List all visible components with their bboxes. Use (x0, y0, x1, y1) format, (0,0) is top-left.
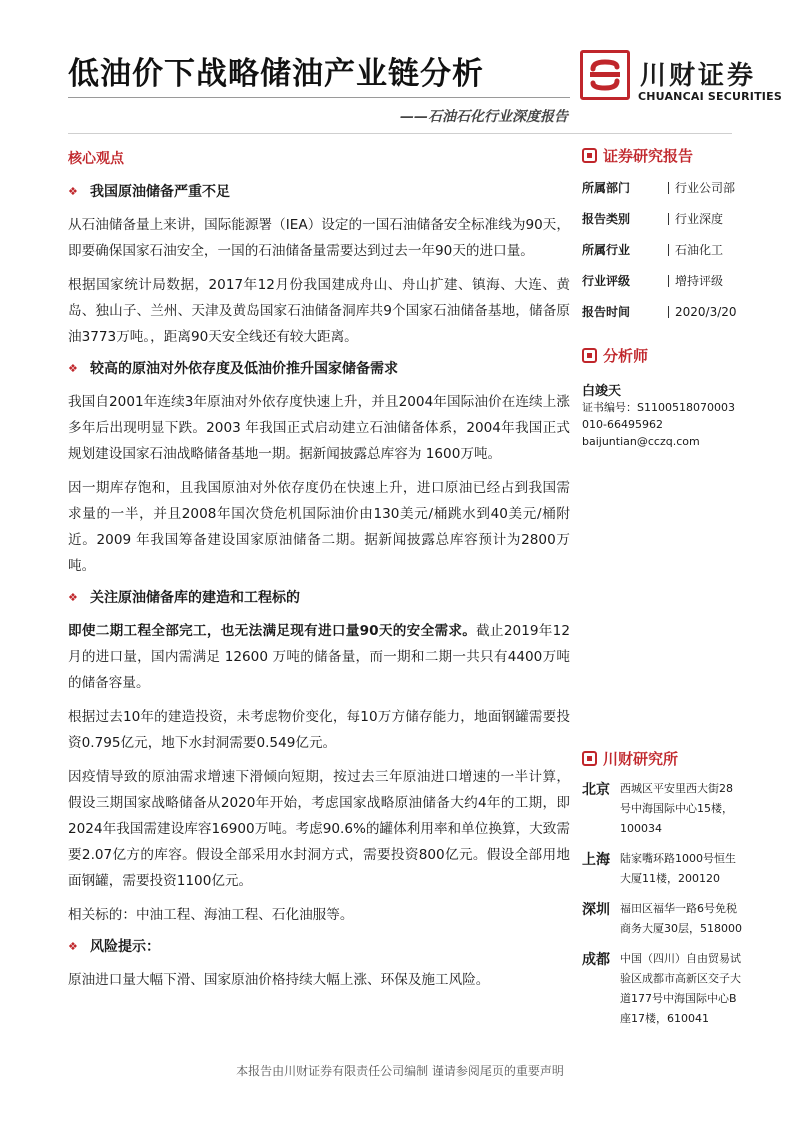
paragraph-text: 相关标的：中油工程、海油工程、石化油服等。 (68, 907, 354, 923)
paragraph-text: 因一期库存饱和，且我国原油对外依存度仍在快速上升，进口原油已经占到我国需求量的一半，并且2008年国次贷危机国际油价由130美元/桶跳水到40美元/桶附近。2009 年我国筹备建设国家原油储备二期。据新闻披露总库容预计为2800万吨。 (68, 480, 570, 574)
office-address: 西城区平安里西大街28号中海国际中心15楼，100034 (620, 782, 733, 835)
paragraph-text: 我国自2001年连续3年原油对外依存度快速上升，并且2004年国际油价在连续上涨多年后出现明显下跌。2003 年我国正式启动建立石油储备体系，2004年我国正式规划建设国家石油战略储备基地一期。据新闻披露总库容为 1600万吨。 (68, 394, 570, 462)
analyst-name: 白竣天 (582, 384, 622, 399)
diamond-bullet-icon: ❖ (68, 361, 78, 375)
info-key: 行业评级 (582, 274, 631, 288)
paragraph (68, 389, 570, 467)
paragraph (68, 967, 570, 993)
section (68, 936, 570, 993)
info-key: 所属行业 (582, 243, 631, 257)
section-heading-text: 风险提示： (90, 939, 160, 955)
analyst-email: baijuntian@cczq.com (582, 435, 700, 448)
report-head-text: 证券研究报告 (603, 147, 694, 165)
paragraph-strong: 即使二期工程全部完工，也无法满足现有进口量90天的安全需求。 (68, 623, 477, 639)
paragraph-text: 根据过去10年的建造投资，未考虑物价变化，每10万方储存能力，地面钢罐需要投资0.795亿元，地下水封洞需要0.549亿元。 (68, 709, 570, 751)
info-value: 2020/3/20 (668, 306, 737, 318)
info-row (582, 203, 742, 234)
section-square-icon (582, 751, 597, 766)
header-divider (68, 133, 732, 134)
page-footer: 本报告由川财证券有限责任公司编制 谨请参阅尾页的重要声明 (236, 1064, 564, 1078)
page-title: 低油价下战略储油产业链分析 (68, 56, 484, 92)
paragraph-text: 原油进口量大幅下滑、国家原油价格持续大幅上涨、环保及施工风险。 (68, 972, 490, 988)
paragraph-text: 截止2019年12月的进口量，国内需满足 12600 万吨的储备量，而一期和二期一共只有4400万吨的储备容量。 (68, 623, 570, 691)
logo-mark-icon (580, 50, 630, 100)
section-square-icon (582, 148, 597, 163)
section-heading (68, 181, 570, 201)
section-heading-text: 较高的原油对外依存度及低油价推升国家储备需求 (90, 361, 398, 377)
institute-head-text: 川财研究所 (603, 750, 679, 768)
office-address: 陆家嘴环路1000号恒生大厦11楼，200120 (620, 852, 736, 885)
paragraph (68, 902, 570, 928)
office-city: 深圳 (582, 902, 610, 918)
paragraph (68, 618, 570, 696)
paragraph-text: 根据国家统计局数据，2017年12月份我国建成舟山、舟山扩建、镇海、大连、黄岛、独山子、兰州、天津及黄岛国家石油储备洞库共9个国家石油储备基地，储备原油3773万吨。，距离90天安全线还有较大距离。 (68, 277, 570, 345)
info-value: 行业公司部 (668, 182, 735, 194)
office-address: 中国（四川）自由贸易试验区成都市高新区交子大道177号中海国际中心B座17楼，610041 (620, 952, 741, 1025)
paragraph (68, 212, 570, 264)
section-square-icon (582, 348, 597, 363)
info-row (582, 296, 742, 327)
section-heading (68, 587, 570, 607)
info-value: 增持评级 (668, 275, 723, 287)
diamond-bullet-icon: ❖ (68, 590, 78, 604)
paragraph (68, 704, 570, 756)
paragraph (68, 764, 570, 894)
sidebar (582, 145, 742, 450)
analyst-head (582, 345, 742, 366)
diamond-bullet-icon: ❖ (68, 184, 78, 198)
info-key: 报告类别 (582, 212, 631, 226)
section-heading-text: 我国原油储备严重不足 (90, 184, 230, 200)
office-address: 福田区福华一路6号免税商务大厦30层，518000 (620, 902, 742, 935)
core-views-title: 核心观点 (68, 151, 124, 167)
title-divider (68, 97, 570, 98)
office-item (582, 779, 742, 839)
info-row (582, 234, 742, 265)
office-city: 北京 (582, 782, 610, 798)
info-key: 所属部门 (582, 181, 631, 195)
paragraph-text: 因疫情导致的原油需求增速下滑倾向短期，按过去三年原油进口增速的一半计算，假设三期国家战略储备从2020年开始，考虑国家战略原油储备大约4年的工期，即2024年我国需建设库容16900万吨。考虑90.6%的罐体利用率和单位换算，大致需要2.07亿方的库容。假设全部采用水封洞方式，需要投资800亿元。假设全部用地面钢罐，需要投资1100亿元。 (68, 769, 570, 889)
analyst-phone: 010-66495962 (582, 418, 663, 431)
section (68, 587, 570, 928)
page-subtitle: ——石油石化行业深度报告 (400, 109, 568, 125)
paragraph (68, 272, 570, 350)
diamond-bullet-icon: ❖ (68, 939, 78, 953)
info-row (582, 265, 742, 296)
office-city: 成都 (582, 952, 610, 968)
analyst-cert: 证书编号：S1100518070003 (582, 401, 735, 414)
paragraph (68, 475, 570, 579)
office-item (582, 849, 742, 889)
section-heading (68, 358, 570, 378)
analyst-head-text: 分析师 (603, 347, 649, 365)
info-row (582, 172, 742, 203)
paragraph-text: 从石油储备量上来讲，国际能源署（IEA）设定的一国石油储备安全标准线为90天，即要确保国家石油安全，一国的石油储备量需要达到过去一年90天的进口量。 (68, 217, 570, 259)
info-value: 行业深度 (668, 213, 723, 225)
institute-head (582, 748, 742, 769)
section-heading (68, 936, 570, 956)
info-key: 报告时间 (582, 305, 631, 319)
report-info (582, 172, 742, 327)
logo-name-cn: 川财证券 (640, 61, 757, 91)
section (68, 181, 570, 350)
office-item (582, 949, 742, 1029)
institute-block (582, 748, 742, 1029)
main-content (68, 148, 570, 1001)
office-item (582, 899, 742, 939)
info-value: 石油化工 (668, 244, 723, 256)
analyst-card (582, 380, 742, 450)
office-city: 上海 (582, 852, 610, 868)
logo-name-en: CHUANCAI SECURITIES (638, 90, 782, 103)
section-heading-text: 关注原油储备库的建造和工程标的 (90, 590, 300, 606)
report-head (582, 145, 742, 166)
section (68, 358, 570, 579)
